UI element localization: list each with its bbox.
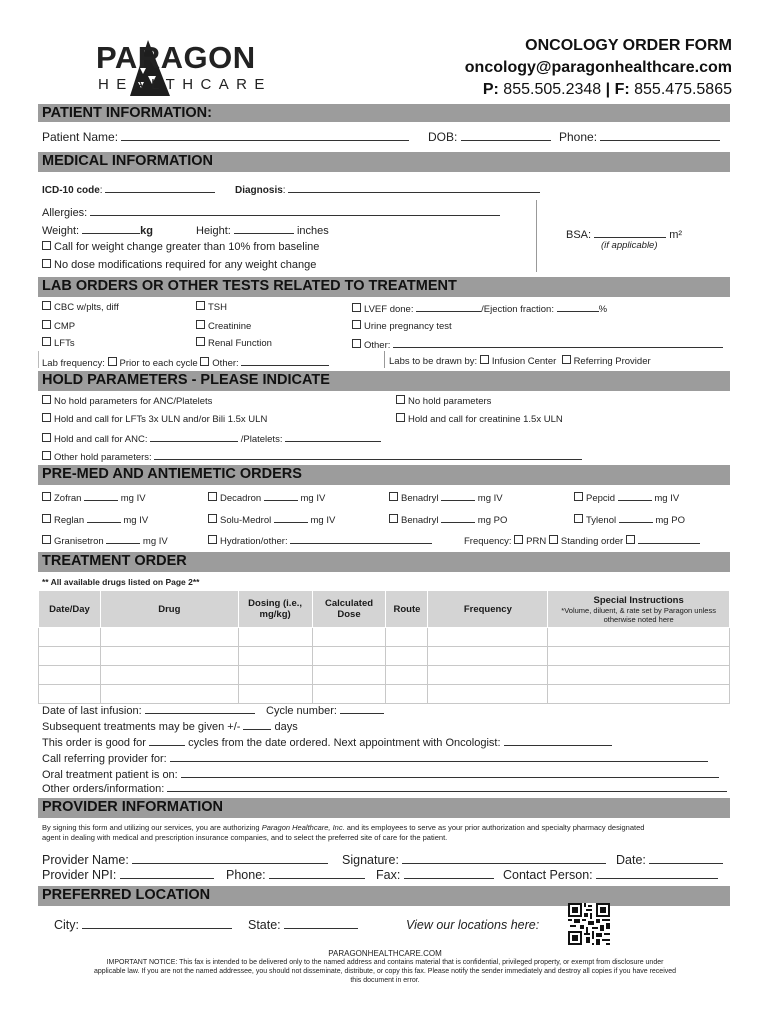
bsa-field[interactable]: BSA: m² [566,229,683,241]
signature-field[interactable]: Signature: [342,853,606,867]
premed-frequency[interactable]: Frequency: PRN Standing order [464,533,700,547]
checkbox-icon[interactable] [42,492,51,501]
col-date-day: Date/Day [39,591,101,628]
premed-benadryl-po[interactable]: Benadryl mg PO [389,512,507,526]
checkbox-icon[interactable] [42,259,51,268]
checkbox-icon[interactable] [480,355,489,364]
premed-hydration[interactable]: Hydration/other: [208,533,432,547]
lab-freq-divider [384,351,385,368]
checkbox-icon[interactable] [208,492,217,501]
oral-treatment-field[interactable]: Oral treatment patient is on: [42,767,719,781]
brand-name: PARAGON [96,40,256,75]
hold-none[interactable]: No hold parameters [396,395,491,407]
consent-line-2: agent in dealing with medical and prescription insurance companies, and to select the preferred site of care for the patient. [42,833,448,842]
col-special-instructions [548,591,730,628]
checkbox-icon[interactable] [196,301,205,310]
checkbox-icon[interactable] [42,514,51,523]
checkbox-icon[interactable] [396,395,405,404]
lab-cmp[interactable]: CMP [42,320,75,332]
city-field[interactable]: City: [54,918,232,932]
checkbox-icon[interactable] [42,433,51,442]
col-drug: Drug [100,591,238,628]
other-orders-field[interactable]: Other orders/information: [42,781,727,795]
icd10-field[interactable]: ICD-10 code: [42,182,215,196]
patient-section-header: PATIENT INFORMATION: [38,104,730,122]
lab-other[interactable]: Other: [352,337,723,351]
table-row[interactable] [39,628,730,647]
premed-solumedrol[interactable]: Solu-Medrol mg IV [208,512,335,526]
checkbox-icon[interactable] [42,337,51,346]
date-field[interactable]: Date: [616,853,723,867]
hold-no-anc[interactable]: No hold parameters for ANC/Platelets [42,395,212,407]
checkbox-icon[interactable] [42,451,51,460]
provider-name-field[interactable]: Provider Name: [42,853,328,867]
height-field[interactable]: Height: inches [196,225,329,237]
checkbox-icon[interactable] [42,535,51,544]
contact-phone-fax: P: 855.505.2348 | F: 855.475.5865 [482,81,732,98]
brand-subtitle: HEALTHCARE [98,76,272,93]
treatment-note: ** All available drugs listed on Page 2** [42,577,200,587]
lab-lvef[interactable]: LVEF done: /Ejection fraction: % [352,301,607,315]
col-dosing: Dosing (i.e., mg/kg) [238,591,312,628]
checkbox-icon[interactable] [42,301,51,310]
lab-urine[interactable]: Urine pregnancy test [352,320,452,332]
contact-person-field[interactable]: Contact Person: [503,868,718,882]
checkbox-icon[interactable] [549,535,558,544]
checkbox-icon[interactable] [208,535,217,544]
lab-renal[interactable]: Renal Function [196,337,272,349]
checkbox-icon[interactable] [196,337,205,346]
consent-line-1: By signing this form and utilizing our services, you are authorizing Paragon Healthcare, Inc. and its employees to serve as your prior authorization and specialty pharmacy designated [42,823,645,832]
patient-name-field[interactable]: Patient Name: [42,130,409,144]
qr-code-icon[interactable] [568,903,610,945]
premed-zofran[interactable]: Zofran mg IV [42,490,146,504]
premed-granisetron[interactable]: Granisetron mg IV [42,533,168,547]
location-section-header: PREFERRED LOCATION [38,886,730,906]
special-instructions-label: Special Instructions [593,594,684,606]
special-instructions-note: *Volume, diluent, & rate set by Paragon unless otherwise noted here [561,605,716,624]
checkbox-icon[interactable] [108,357,117,366]
hold-other[interactable]: Other hold parameters: [42,449,582,463]
lab-creatinine[interactable]: Creatinine [196,320,251,332]
table-row[interactable] [39,647,730,666]
lab-frequency[interactable]: Lab frequency: Prior to each cycle Other: [42,355,329,369]
checkbox-icon[interactable] [42,241,51,250]
checkbox-icon[interactable] [352,339,361,348]
diagnosis-field[interactable]: Diagnosis: [235,182,540,196]
checkbox-icon[interactable] [574,492,583,501]
checkbox-icon[interactable] [574,514,583,523]
weight-change-option[interactable]: Call for weight change greater than 10% from baseline [42,241,319,253]
premed-decadron[interactable]: Decadron mg IV [208,490,325,504]
no-dose-mod-option[interactable]: No dose modifications required for any weight change [42,259,316,271]
hold-creatinine[interactable]: Hold and call for creatinine 1.5x ULN [396,413,563,425]
hold-lfts[interactable]: Hold and call for LFTs 3x ULN and/or Bili 1.5x ULN [42,413,267,425]
last-infusion-field[interactable]: Date of last infusion: [42,703,255,717]
footer-notice-3: this document in error. [350,977,420,984]
labs-drawn-by[interactable]: Labs to be drawn by: Infusion Center Referring Provider [389,356,651,367]
table-row[interactable] [39,685,730,704]
patient-phone-field[interactable]: Phone: [559,130,720,144]
checkbox-icon[interactable] [42,413,51,422]
provider-phone-field[interactable]: Phone: [226,868,365,882]
checkbox-icon[interactable] [396,413,405,422]
lab-lfts[interactable]: LFTs [42,337,75,349]
footer-website[interactable]: PARAGONHEALTHCARE.COM [328,949,442,958]
allergies-field[interactable]: Allergies: [42,205,500,219]
checkbox-icon[interactable] [514,535,523,544]
state-field[interactable]: State: [248,918,358,932]
premed-section-header: PRE-MED AND ANTIEMETIC ORDERS [38,465,730,485]
premed-reglan[interactable]: Reglan mg IV [42,512,148,526]
weight-field[interactable]: Weight: kg [42,225,153,237]
medical-section-header: MEDICAL INFORMATION [38,152,730,172]
treatment-section-header: TREATMENT ORDER [38,552,730,572]
col-route: Route [386,591,428,628]
checkbox-icon[interactable] [389,514,398,523]
lab-cbc[interactable]: CBC w/plts, diff [42,301,119,313]
checkbox-icon[interactable] [562,355,571,364]
bsa-divider [536,200,537,272]
hold-section-header: HOLD PARAMETERS - PLEASE INDICATE [38,371,730,391]
premed-benadryl-iv[interactable]: Benadryl mg IV [389,490,503,504]
dob-field[interactable]: DOB: [428,130,551,144]
checkbox-icon[interactable] [200,357,209,366]
lab-row-border [38,351,39,368]
treatment-table [38,590,730,704]
contact-email[interactable]: oncology@paragonhealthcare.com [464,59,732,76]
hold-anc[interactable]: Hold and call for ANC: /Platelets: [42,431,381,445]
checkbox-icon[interactable] [42,395,51,404]
checkbox-icon[interactable] [352,320,361,329]
good-for-field[interactable]: This order is good for cycles from the date ordered. Next appointment with Oncologist: [42,735,612,749]
premed-pepcid[interactable]: Pepcid mg IV [574,490,679,504]
subsequent-field[interactable]: Subsequent treatments may be given +/- days [42,721,298,733]
checkbox-icon[interactable] [208,514,217,523]
footer-notice-2: applicable law. If you are not the named addressee, you should not disseminate, distribute, or copy this fax. Please notify the sender immediately and destroy all copies if you have received [93,968,677,975]
checkbox-icon[interactable] [42,320,51,329]
locations-link[interactable]: View our locations here: [406,918,540,932]
footer-notice-1: IMPORTANT NOTICE: This fax is intended to be delivered only to the named address and contains material that is confidential, privileged property, or exempt from disclosure under [106,959,664,966]
checkbox-icon[interactable] [352,303,361,312]
checkbox-icon[interactable] [626,535,635,544]
checkbox-icon[interactable] [196,320,205,329]
provider-npi-field[interactable]: Provider NPI: [42,868,214,882]
call-provider-field[interactable]: Call referring provider for: [42,751,708,765]
table-row[interactable] [39,666,730,685]
provider-section-header: PROVIDER INFORMATION [38,798,730,818]
form-title: ONCOLOGY ORDER FORM [525,37,732,54]
premed-tylenol[interactable]: Tylenol mg PO [574,512,685,526]
cycle-number-field[interactable]: Cycle number: [266,703,384,717]
provider-fax-field[interactable]: Fax: [376,868,494,882]
col-calculated-dose: Calculated Dose [312,591,386,628]
col-frequency: Frequency [428,591,548,628]
checkbox-icon[interactable] [389,492,398,501]
lab-tsh[interactable]: TSH [196,301,227,313]
lab-section-header: LAB ORDERS OR OTHER TESTS RELATED TO TREATMENT [38,277,730,297]
bsa-note: (if applicable) [601,240,658,251]
